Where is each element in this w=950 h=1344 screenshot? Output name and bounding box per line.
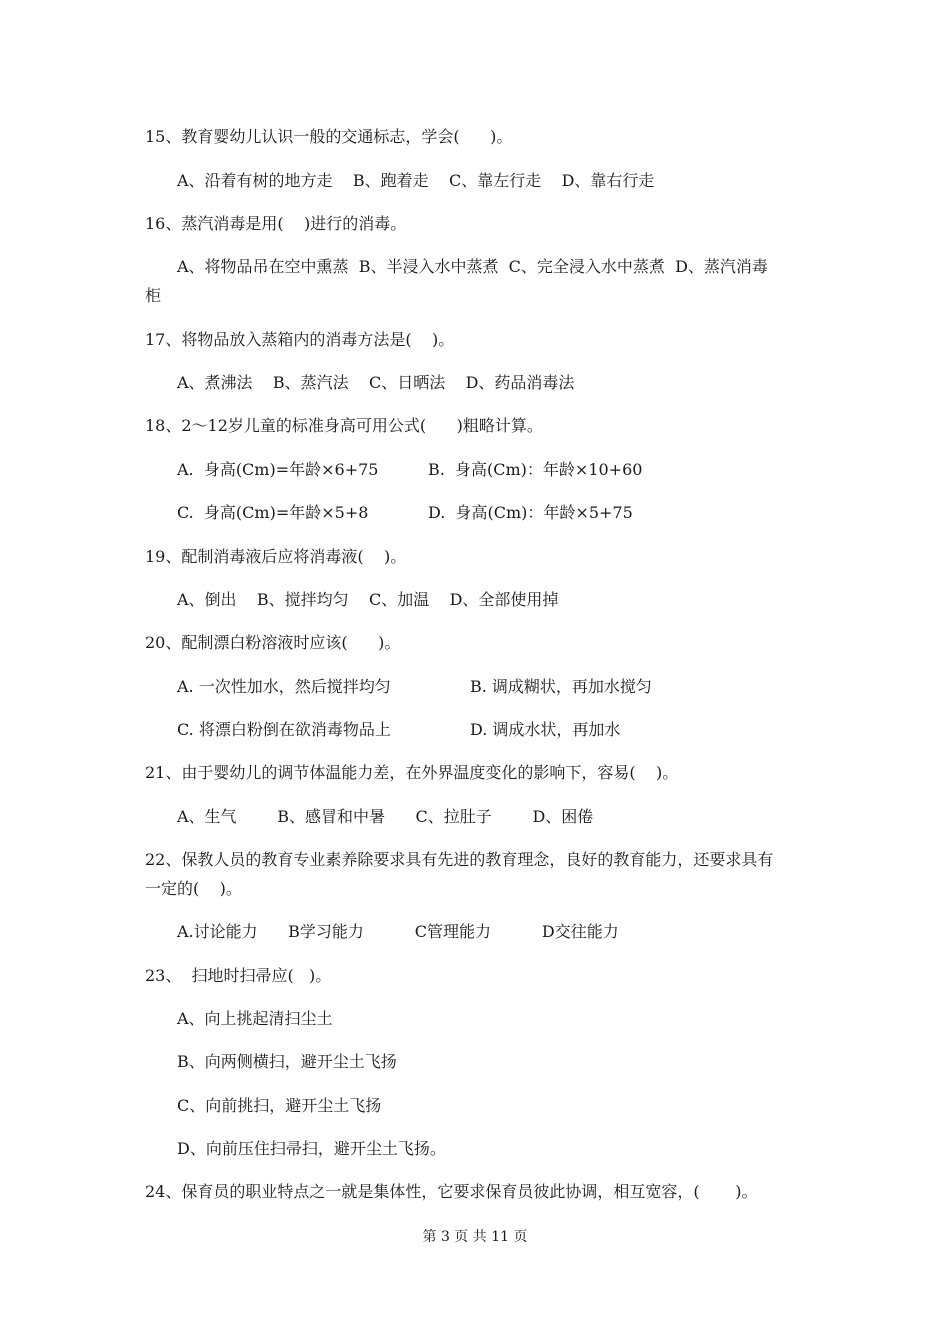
question-24-stem: 24、保育员的职业特点之一就是集体性，它要求保育员彼此协调，相互宽容，( )。 [145, 1182, 758, 1201]
question-18-option-b: B. 身高(Cm)：年龄×10+60 [428, 460, 643, 479]
question-23-option-c: C、向前挑扫，避开尘土飞扬 [177, 1096, 382, 1115]
question-18-option-c: C. 身高(Cm)=年龄×5+8 [177, 503, 369, 522]
question-20-stem: 20、配制漂白粉溶液时应该( )。 [145, 633, 401, 652]
question-16-options-line1: A、将物品吊在空中熏蒸 B、半浸入水中蒸煮 C、完全浸入水中蒸煮 D、蒸汽消毒 [177, 257, 768, 276]
question-23-option-b: B、向两侧横扫，避开尘土飞扬 [177, 1052, 397, 1071]
question-22-stem-line1: 22、保教人员的教育专业素养除要求具有先进的教育理念，良好的教育能力，还要求具有 [145, 850, 774, 869]
question-21-stem: 21、由于婴幼儿的调节体温能力差，在外界温度变化的影响下，容易( )。 [145, 763, 679, 782]
question-16-stem: 16、蒸汽消毒是用( )进行的消毒。 [145, 214, 407, 233]
question-20-option-a: A. 一次性加水，然后搅拌均匀 [177, 677, 391, 696]
question-17-stem: 17、将物品放入蒸箱内的消毒方法是( )。 [145, 330, 455, 349]
question-18-option-a: A. 身高(Cm)=年龄×6+75 [177, 460, 379, 479]
question-17-options: A、煮沸法 B、蒸汽法 C、日晒法 D、药品消毒法 [177, 373, 575, 392]
question-19-options: A、倒出 B、搅拌均匀 C、加温 D、全部使用掉 [177, 590, 559, 609]
question-16-options-line2: 柜 [145, 286, 162, 305]
question-22-options: A.讨论能力 B学习能力 C管理能力 D交往能力 [177, 922, 619, 941]
question-20-option-d: D. 调成水状，再加水 [470, 720, 621, 739]
question-21-options: A、生气 B、感冒和中暑 C、拉肚子 D、困倦 [177, 807, 594, 826]
question-22-stem-line2: 一定的( )。 [145, 879, 242, 898]
question-23-option-a: A、向上挑起清扫尘土 [177, 1009, 333, 1028]
question-20-option-b: B. 调成糊状，再加水搅匀 [470, 677, 652, 696]
question-20-option-c: C. 将漂白粉倒在欲消毒物品上 [177, 720, 391, 739]
page-number-footer: 第 3 页 共 11 页 [422, 1229, 528, 1245]
question-18-option-d: D. 身高(Cm)：年龄×5+75 [428, 503, 633, 522]
question-18-stem: 18、2～12岁儿童的标准身高可用公式( )粗略计算。 [145, 416, 543, 435]
question-19-stem: 19、配制消毒液后应将消毒液( )。 [145, 547, 407, 566]
question-15-stem: 15、教育婴幼儿认识一般的交通标志，学会( )。 [145, 127, 513, 146]
question-15-options: A、沿着有树的地方走 B、跑着走 C、靠左行走 D、靠右行走 [177, 171, 655, 190]
question-23-option-d: D、向前压住扫帚扫，避开尘土飞扬。 [177, 1139, 446, 1158]
question-23-stem: 23、 扫地时扫帚应( )。 [145, 966, 332, 985]
